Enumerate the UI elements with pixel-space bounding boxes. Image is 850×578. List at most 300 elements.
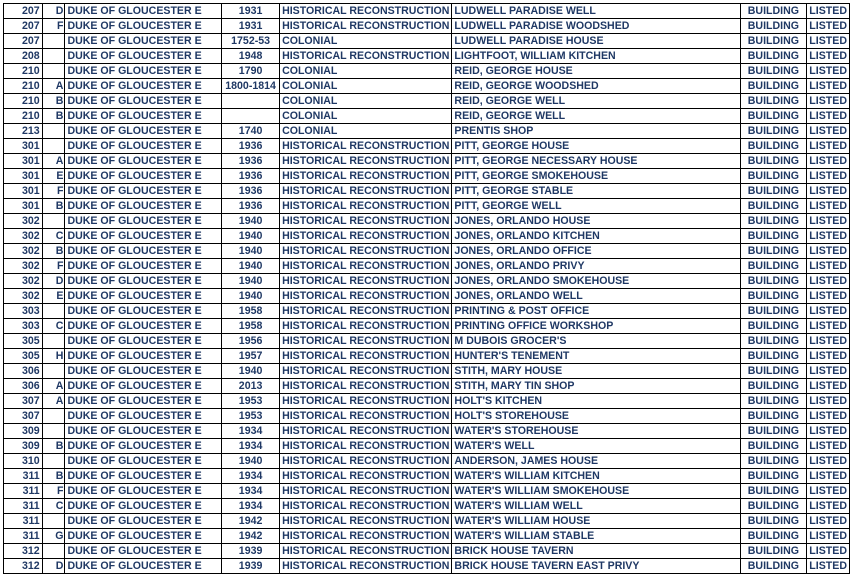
- status-cell: LISTED: [807, 394, 850, 409]
- house-number-cell: 309: [4, 439, 43, 454]
- period-cell: HISTORICAL RECONSTRUCTION: [280, 274, 452, 289]
- table-row: [4, 304, 850, 319]
- house-number-cell: 210: [4, 109, 43, 124]
- house-number-cell: 311: [4, 529, 43, 544]
- status-cell: LISTED: [807, 199, 850, 214]
- street-cell: DUKE OF GLOUCESTER E: [65, 394, 222, 409]
- table-row: [4, 349, 850, 364]
- table-body: [4, 4, 850, 574]
- suffix-cell: A: [42, 79, 65, 94]
- house-number-cell: 302: [4, 259, 43, 274]
- status-cell: LISTED: [807, 379, 850, 394]
- house-number-cell: 311: [4, 499, 43, 514]
- resource-type-cell: BUILDING: [740, 379, 807, 394]
- year-cell: 1953: [222, 409, 280, 424]
- status-cell: LISTED: [807, 169, 850, 184]
- resource-type-cell: BUILDING: [740, 364, 807, 379]
- period-cell: HISTORICAL RECONSTRUCTION: [280, 169, 452, 184]
- suffix-cell: [42, 34, 65, 49]
- building-name-cell: STITH, MARY TIN SHOP: [452, 379, 740, 394]
- suffix-cell: [42, 334, 65, 349]
- table-row: [4, 229, 850, 244]
- house-number-cell: 207: [4, 4, 43, 19]
- suffix-cell: [42, 304, 65, 319]
- street-cell: DUKE OF GLOUCESTER E: [65, 529, 222, 544]
- street-cell: DUKE OF GLOUCESTER E: [65, 364, 222, 379]
- street-cell: DUKE OF GLOUCESTER E: [65, 514, 222, 529]
- status-cell: LISTED: [807, 94, 850, 109]
- table-row: [4, 409, 850, 424]
- table-row: [4, 439, 850, 454]
- house-number-cell: 207: [4, 19, 43, 34]
- street-cell: DUKE OF GLOUCESTER E: [65, 559, 222, 574]
- period-cell: HISTORICAL RECONSTRUCTION: [280, 349, 452, 364]
- house-number-cell: 306: [4, 364, 43, 379]
- building-name-cell: PITT, GEORGE WELL: [452, 199, 740, 214]
- period-cell: HISTORICAL RECONSTRUCTION: [280, 184, 452, 199]
- status-cell: LISTED: [807, 424, 850, 439]
- street-cell: DUKE OF GLOUCESTER E: [65, 124, 222, 139]
- status-cell: LISTED: [807, 289, 850, 304]
- building-name-cell: BRICK HOUSE TAVERN EAST PRIVY: [452, 559, 740, 574]
- status-cell: LISTED: [807, 19, 850, 34]
- period-cell: HISTORICAL RECONSTRUCTION: [280, 454, 452, 469]
- year-cell: 1931: [222, 4, 280, 19]
- year-cell: 1740: [222, 124, 280, 139]
- status-cell: LISTED: [807, 559, 850, 574]
- house-number-cell: 301: [4, 199, 43, 214]
- suffix-cell: [42, 514, 65, 529]
- period-cell: HISTORICAL RECONSTRUCTION: [280, 424, 452, 439]
- status-cell: LISTED: [807, 529, 850, 544]
- status-cell: LISTED: [807, 109, 850, 124]
- period-cell: HISTORICAL RECONSTRUCTION: [280, 139, 452, 154]
- building-name-cell: LUDWELL PARADISE WOODSHED: [452, 19, 740, 34]
- table-row: [4, 334, 850, 349]
- building-name-cell: JONES, ORLANDO KITCHEN: [452, 229, 740, 244]
- table-row: [4, 274, 850, 289]
- building-name-cell: WATER'S STOREHOUSE: [452, 424, 740, 439]
- period-cell: HISTORICAL RECONSTRUCTION: [280, 4, 452, 19]
- status-cell: LISTED: [807, 154, 850, 169]
- building-name-cell: PRINTING OFFICE WORKSHOP: [452, 319, 740, 334]
- period-cell: HISTORICAL RECONSTRUCTION: [280, 319, 452, 334]
- street-cell: DUKE OF GLOUCESTER E: [65, 304, 222, 319]
- period-cell: HISTORICAL RECONSTRUCTION: [280, 394, 452, 409]
- year-cell: 1936: [222, 154, 280, 169]
- table-row: [4, 259, 850, 274]
- building-name-cell: PITT, GEORGE STABLE: [452, 184, 740, 199]
- street-cell: DUKE OF GLOUCESTER E: [65, 349, 222, 364]
- table-row: [4, 109, 850, 124]
- status-cell: LISTED: [807, 499, 850, 514]
- year-cell: 1934: [222, 469, 280, 484]
- house-number-cell: 307: [4, 394, 43, 409]
- house-number-cell: 306: [4, 379, 43, 394]
- year-cell: 1957: [222, 349, 280, 364]
- resource-type-cell: BUILDING: [740, 349, 807, 364]
- street-cell: DUKE OF GLOUCESTER E: [65, 379, 222, 394]
- year-cell: 2013: [222, 379, 280, 394]
- street-cell: DUKE OF GLOUCESTER E: [65, 334, 222, 349]
- building-name-cell: PRENTIS SHOP: [452, 124, 740, 139]
- table-row: [4, 454, 850, 469]
- house-number-cell: 301: [4, 154, 43, 169]
- period-cell: HISTORICAL RECONSTRUCTION: [280, 379, 452, 394]
- year-cell: 1939: [222, 559, 280, 574]
- period-cell: HISTORICAL RECONSTRUCTION: [280, 469, 452, 484]
- house-number-cell: 305: [4, 349, 43, 364]
- house-number-cell: 302: [4, 214, 43, 229]
- resource-type-cell: BUILDING: [740, 94, 807, 109]
- street-cell: DUKE OF GLOUCESTER E: [65, 469, 222, 484]
- period-cell: HISTORICAL RECONSTRUCTION: [280, 484, 452, 499]
- street-cell: DUKE OF GLOUCESTER E: [65, 49, 222, 64]
- period-cell: COLONIAL: [280, 79, 452, 94]
- table-row: [4, 319, 850, 334]
- year-cell: 1942: [222, 514, 280, 529]
- period-cell: HISTORICAL RECONSTRUCTION: [280, 199, 452, 214]
- status-cell: LISTED: [807, 334, 850, 349]
- street-cell: DUKE OF GLOUCESTER E: [65, 199, 222, 214]
- house-number-cell: 311: [4, 484, 43, 499]
- building-name-cell: JONES, ORLANDO HOUSE: [452, 214, 740, 229]
- street-cell: DUKE OF GLOUCESTER E: [65, 499, 222, 514]
- suffix-cell: D: [42, 559, 65, 574]
- year-cell: 1931: [222, 19, 280, 34]
- period-cell: COLONIAL: [280, 64, 452, 79]
- house-number-cell: 302: [4, 244, 43, 259]
- period-cell: HISTORICAL RECONSTRUCTION: [280, 544, 452, 559]
- resource-type-cell: BUILDING: [740, 394, 807, 409]
- status-cell: LISTED: [807, 544, 850, 559]
- house-number-cell: 305: [4, 334, 43, 349]
- street-cell: DUKE OF GLOUCESTER E: [65, 34, 222, 49]
- resource-type-cell: BUILDING: [740, 334, 807, 349]
- period-cell: HISTORICAL RECONSTRUCTION: [280, 154, 452, 169]
- status-cell: LISTED: [807, 139, 850, 154]
- resource-type-cell: BUILDING: [740, 154, 807, 169]
- suffix-cell: [42, 139, 65, 154]
- street-cell: DUKE OF GLOUCESTER E: [65, 64, 222, 79]
- table-row: [4, 4, 850, 19]
- suffix-cell: [42, 214, 65, 229]
- period-cell: HISTORICAL RECONSTRUCTION: [280, 229, 452, 244]
- table-row: [4, 394, 850, 409]
- suffix-cell: F: [42, 484, 65, 499]
- suffix-cell: [42, 544, 65, 559]
- house-number-cell: 312: [4, 559, 43, 574]
- house-number-cell: 310: [4, 454, 43, 469]
- street-cell: DUKE OF GLOUCESTER E: [65, 259, 222, 274]
- building-name-cell: WATER'S WILLIAM HOUSE: [452, 514, 740, 529]
- resource-type-cell: BUILDING: [740, 559, 807, 574]
- status-cell: LISTED: [807, 304, 850, 319]
- status-cell: LISTED: [807, 454, 850, 469]
- listed-buildings-table: [3, 3, 850, 574]
- street-cell: DUKE OF GLOUCESTER E: [65, 289, 222, 304]
- year-cell: 1940: [222, 229, 280, 244]
- status-cell: LISTED: [807, 319, 850, 334]
- building-name-cell: PITT, GEORGE HOUSE: [452, 139, 740, 154]
- building-name-cell: LIGHTFOOT, WILLIAM KITCHEN: [452, 49, 740, 64]
- resource-type-cell: BUILDING: [740, 484, 807, 499]
- status-cell: LISTED: [807, 184, 850, 199]
- year-cell: 1940: [222, 259, 280, 274]
- suffix-cell: [42, 364, 65, 379]
- resource-type-cell: BUILDING: [740, 4, 807, 19]
- house-number-cell: 210: [4, 79, 43, 94]
- street-cell: DUKE OF GLOUCESTER E: [65, 544, 222, 559]
- building-name-cell: LUDWELL PARADISE WELL: [452, 4, 740, 19]
- table-row: [4, 364, 850, 379]
- year-cell: 1934: [222, 484, 280, 499]
- period-cell: HISTORICAL RECONSTRUCTION: [280, 334, 452, 349]
- resource-type-cell: BUILDING: [740, 469, 807, 484]
- period-cell: HISTORICAL RECONSTRUCTION: [280, 304, 452, 319]
- table-row: [4, 184, 850, 199]
- house-number-cell: 309: [4, 424, 43, 439]
- period-cell: HISTORICAL RECONSTRUCTION: [280, 364, 452, 379]
- suffix-cell: C: [42, 229, 65, 244]
- suffix-cell: E: [42, 169, 65, 184]
- resource-type-cell: BUILDING: [740, 214, 807, 229]
- table-row: [4, 124, 850, 139]
- period-cell: HISTORICAL RECONSTRUCTION: [280, 409, 452, 424]
- building-name-cell: JONES, ORLANDO OFFICE: [452, 244, 740, 259]
- year-cell: 1936: [222, 199, 280, 214]
- building-name-cell: WATER'S WILLIAM KITCHEN: [452, 469, 740, 484]
- building-name-cell: M DUBOIS GROCER'S: [452, 334, 740, 349]
- resource-type-cell: BUILDING: [740, 454, 807, 469]
- house-number-cell: 210: [4, 94, 43, 109]
- street-cell: DUKE OF GLOUCESTER E: [65, 439, 222, 454]
- status-cell: LISTED: [807, 514, 850, 529]
- year-cell: 1934: [222, 424, 280, 439]
- suffix-cell: B: [42, 439, 65, 454]
- table-row: [4, 199, 850, 214]
- suffix-cell: [42, 409, 65, 424]
- status-cell: LISTED: [807, 64, 850, 79]
- suffix-cell: B: [42, 199, 65, 214]
- period-cell: HISTORICAL RECONSTRUCTION: [280, 259, 452, 274]
- suffix-cell: [42, 49, 65, 64]
- year-cell: 1958: [222, 319, 280, 334]
- year-cell: 1936: [222, 139, 280, 154]
- house-number-cell: 312: [4, 544, 43, 559]
- building-name-cell: JONES, ORLANDO WELL: [452, 289, 740, 304]
- street-cell: DUKE OF GLOUCESTER E: [65, 244, 222, 259]
- house-number-cell: 303: [4, 304, 43, 319]
- status-cell: LISTED: [807, 484, 850, 499]
- house-number-cell: 208: [4, 49, 43, 64]
- suffix-cell: [42, 124, 65, 139]
- table-row: [4, 154, 850, 169]
- resource-type-cell: BUILDING: [740, 424, 807, 439]
- year-cell: 1940: [222, 364, 280, 379]
- suffix-cell: [42, 64, 65, 79]
- resource-type-cell: BUILDING: [740, 244, 807, 259]
- status-cell: LISTED: [807, 349, 850, 364]
- house-number-cell: 307: [4, 409, 43, 424]
- building-name-cell: HOLT'S KITCHEN: [452, 394, 740, 409]
- year-cell: 1752-53: [222, 34, 280, 49]
- street-cell: DUKE OF GLOUCESTER E: [65, 214, 222, 229]
- status-cell: LISTED: [807, 364, 850, 379]
- house-number-cell: 311: [4, 514, 43, 529]
- building-name-cell: ANDERSON, JAMES HOUSE: [452, 454, 740, 469]
- street-cell: DUKE OF GLOUCESTER E: [65, 454, 222, 469]
- table-row: [4, 244, 850, 259]
- status-cell: LISTED: [807, 49, 850, 64]
- table-row: [4, 484, 850, 499]
- building-name-cell: WATER'S WELL: [452, 439, 740, 454]
- suffix-cell: D: [42, 274, 65, 289]
- house-number-cell: 311: [4, 469, 43, 484]
- street-cell: DUKE OF GLOUCESTER E: [65, 229, 222, 244]
- period-cell: HISTORICAL RECONSTRUCTION: [280, 514, 452, 529]
- suffix-cell: B: [42, 109, 65, 124]
- street-cell: DUKE OF GLOUCESTER E: [65, 154, 222, 169]
- suffix-cell: E: [42, 289, 65, 304]
- resource-type-cell: BUILDING: [740, 49, 807, 64]
- suffix-cell: H: [42, 349, 65, 364]
- year-cell: 1936: [222, 169, 280, 184]
- house-number-cell: 303: [4, 319, 43, 334]
- year-cell: 1942: [222, 529, 280, 544]
- table-row: [4, 64, 850, 79]
- resource-type-cell: BUILDING: [740, 409, 807, 424]
- resource-type-cell: BUILDING: [740, 64, 807, 79]
- street-cell: DUKE OF GLOUCESTER E: [65, 409, 222, 424]
- street-cell: DUKE OF GLOUCESTER E: [65, 169, 222, 184]
- status-cell: LISTED: [807, 4, 850, 19]
- resource-type-cell: BUILDING: [740, 124, 807, 139]
- table-row: [4, 139, 850, 154]
- resource-type-cell: BUILDING: [740, 19, 807, 34]
- suffix-cell: C: [42, 319, 65, 334]
- table-row: [4, 529, 850, 544]
- table-row: [4, 289, 850, 304]
- table-row: [4, 544, 850, 559]
- house-number-cell: 210: [4, 64, 43, 79]
- year-cell: 1800-1814: [222, 79, 280, 94]
- table-row: [4, 19, 850, 34]
- street-cell: DUKE OF GLOUCESTER E: [65, 109, 222, 124]
- resource-type-cell: BUILDING: [740, 289, 807, 304]
- year-cell: [222, 109, 280, 124]
- status-cell: LISTED: [807, 124, 850, 139]
- building-name-cell: PITT, GEORGE SMOKEHOUSE: [452, 169, 740, 184]
- year-cell: 1936: [222, 184, 280, 199]
- suffix-cell: F: [42, 259, 65, 274]
- building-name-cell: WATER'S WILLIAM WELL: [452, 499, 740, 514]
- suffix-cell: G: [42, 529, 65, 544]
- building-name-cell: PITT, GEORGE NECESSARY HOUSE: [452, 154, 740, 169]
- year-cell: [222, 94, 280, 109]
- suffix-cell: F: [42, 19, 65, 34]
- house-number-cell: 302: [4, 229, 43, 244]
- suffix-cell: [42, 424, 65, 439]
- year-cell: 1956: [222, 334, 280, 349]
- resource-type-cell: BUILDING: [740, 139, 807, 154]
- house-number-cell: 302: [4, 274, 43, 289]
- status-cell: LISTED: [807, 229, 850, 244]
- year-cell: 1948: [222, 49, 280, 64]
- period-cell: HISTORICAL RECONSTRUCTION: [280, 49, 452, 64]
- table-row: [4, 469, 850, 484]
- suffix-cell: [42, 454, 65, 469]
- resource-type-cell: BUILDING: [740, 229, 807, 244]
- period-cell: HISTORICAL RECONSTRUCTION: [280, 19, 452, 34]
- resource-type-cell: BUILDING: [740, 79, 807, 94]
- suffix-cell: B: [42, 94, 65, 109]
- building-name-cell: REID, GEORGE WOODSHED: [452, 79, 740, 94]
- resource-type-cell: BUILDING: [740, 514, 807, 529]
- year-cell: 1790: [222, 64, 280, 79]
- resource-type-cell: BUILDING: [740, 184, 807, 199]
- table-row: [4, 424, 850, 439]
- resource-type-cell: BUILDING: [740, 499, 807, 514]
- table-row: [4, 379, 850, 394]
- table-row: [4, 49, 850, 64]
- street-cell: DUKE OF GLOUCESTER E: [65, 424, 222, 439]
- year-cell: 1940: [222, 274, 280, 289]
- street-cell: DUKE OF GLOUCESTER E: [65, 94, 222, 109]
- status-cell: LISTED: [807, 34, 850, 49]
- status-cell: LISTED: [807, 259, 850, 274]
- street-cell: DUKE OF GLOUCESTER E: [65, 319, 222, 334]
- house-number-cell: 213: [4, 124, 43, 139]
- building-name-cell: HOLT'S STOREHOUSE: [452, 409, 740, 424]
- year-cell: 1940: [222, 454, 280, 469]
- period-cell: HISTORICAL RECONSTRUCTION: [280, 214, 452, 229]
- building-name-cell: JONES, ORLANDO PRIVY: [452, 259, 740, 274]
- street-cell: DUKE OF GLOUCESTER E: [65, 19, 222, 34]
- period-cell: HISTORICAL RECONSTRUCTION: [280, 289, 452, 304]
- period-cell: HISTORICAL RECONSTRUCTION: [280, 529, 452, 544]
- building-name-cell: WATER'S WILLIAM SMOKEHOUSE: [452, 484, 740, 499]
- period-cell: COLONIAL: [280, 94, 452, 109]
- table-row: [4, 79, 850, 94]
- period-cell: COLONIAL: [280, 109, 452, 124]
- suffix-cell: A: [42, 394, 65, 409]
- resource-type-cell: BUILDING: [740, 199, 807, 214]
- table-row: [4, 94, 850, 109]
- year-cell: 1953: [222, 394, 280, 409]
- resource-type-cell: BUILDING: [740, 319, 807, 334]
- resource-type-cell: BUILDING: [740, 304, 807, 319]
- building-name-cell: REID, GEORGE HOUSE: [452, 64, 740, 79]
- table-row: [4, 214, 850, 229]
- resource-type-cell: BUILDING: [740, 109, 807, 124]
- table-row: [4, 499, 850, 514]
- resource-type-cell: BUILDING: [740, 439, 807, 454]
- year-cell: 1939: [222, 544, 280, 559]
- street-cell: DUKE OF GLOUCESTER E: [65, 4, 222, 19]
- suffix-cell: D: [42, 4, 65, 19]
- resource-type-cell: BUILDING: [740, 34, 807, 49]
- status-cell: LISTED: [807, 244, 850, 259]
- year-cell: 1934: [222, 499, 280, 514]
- building-name-cell: PRINTING & POST OFFICE: [452, 304, 740, 319]
- table-row: [4, 169, 850, 184]
- street-cell: DUKE OF GLOUCESTER E: [65, 139, 222, 154]
- status-cell: LISTED: [807, 79, 850, 94]
- building-name-cell: HUNTER'S TENEMENT: [452, 349, 740, 364]
- year-cell: 1934: [222, 439, 280, 454]
- building-name-cell: LUDWELL PARADISE HOUSE: [452, 34, 740, 49]
